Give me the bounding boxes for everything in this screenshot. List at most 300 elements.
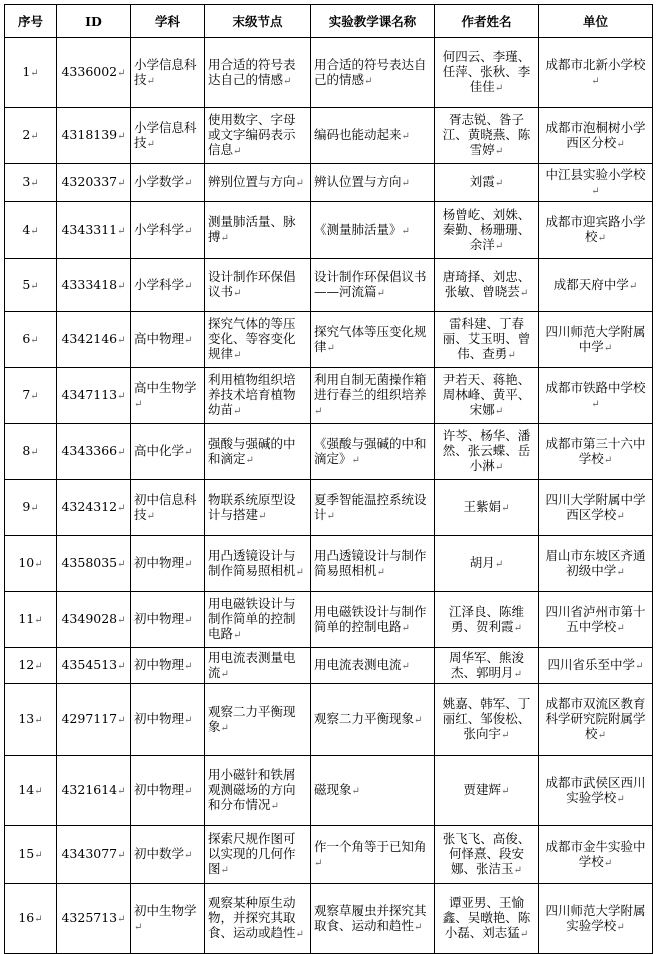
cell-unit-text: 眉山市东坡区齐通初级中学 [545,547,646,578]
paragraph-mark-icon: ↵ [30,68,39,79]
cell-authors [435,756,539,826]
cell-unit-text: 四川大学附属中学西区学校 [545,491,646,522]
cell-no-text: 10 [18,555,35,570]
paragraph-mark-icon: ↵ [220,722,229,734]
cell-authors [435,38,539,108]
cell-subject [131,826,205,884]
cell-unit [539,480,653,536]
paragraph-mark-icon: ↵ [220,233,229,244]
paragraph-mark-icon: ↵ [184,559,193,570]
cell-authors [435,164,539,202]
cell-unit-text: 成都市双流区教育科学研究院附属学校 [545,696,646,741]
paragraph-mark-icon: ↵ [34,661,43,672]
cell-authors [435,536,539,592]
cell-authors [435,826,539,884]
cell-id-text: 4320337 [61,174,118,189]
cell-subject [131,756,205,826]
paragraph-mark-icon: ↵ [494,178,504,189]
paragraph-mark-icon: ↵ [184,786,193,797]
cell-authors-text: 胡月 [469,555,495,570]
cell-node-text: 物联系统原型设计与搭建 [208,491,296,522]
paragraph-mark-icon: ↵ [283,75,292,87]
cell-subject-text: 小学科学 [134,276,185,292]
cell-subject [131,108,205,164]
cell-unit [539,826,653,884]
paragraph-mark-icon: ↵ [30,503,39,514]
paragraph-mark-icon: ↵ [117,850,126,861]
paragraph-mark-icon: ↵ [351,786,360,797]
paragraph-mark-icon: ↵ [146,75,155,87]
cell-unit-text: 成都市第三十六中学校 [545,435,646,466]
cell-node-text: 用电流表测量电流 [208,649,296,680]
cell-node [205,202,311,259]
paragraph-mark-icon: ↵ [401,131,410,142]
paragraph-mark-icon: ↵ [616,622,625,634]
paragraph-mark-icon: ↵ [184,661,193,672]
cell-id [57,312,131,368]
cell-subject [131,684,205,756]
paragraph-mark-icon: ↵ [616,138,625,150]
cell-unit [539,684,653,756]
paragraph-mark-icon: ↵ [117,335,126,346]
paragraph-mark-icon: ↵ [184,615,193,626]
paragraph-mark-icon: ↵ [295,566,304,578]
paragraph-mark-icon: ↵ [30,131,39,142]
paragraph-mark-icon: ↵ [30,335,39,346]
paragraph-mark-icon: ↵ [494,406,504,417]
table-row [5,592,653,648]
cell-id [57,38,131,108]
cell-unit [539,108,653,164]
cell-authors [435,202,539,259]
cell-subject-text: 初中物理 [134,711,185,726]
cell-node [205,536,311,592]
cell-unit-text: 中江县实验小学校 [545,166,646,182]
paragraph-mark-icon: ↵ [401,178,410,189]
cell-course [311,480,435,536]
cell-node [205,826,311,884]
cell-unit [539,259,653,312]
paragraph-mark-icon: ↵ [117,914,126,925]
cell-unit-text: 成都市泡桐树小学西区分校 [545,119,646,150]
cell-course [311,312,435,368]
cell-id [57,259,131,312]
paragraph-mark-icon: ↵ [414,715,423,726]
cell-subject [131,368,205,424]
cell-no [5,826,57,884]
cell-subject-text: 高中化学 [134,443,185,458]
cell-unit [539,164,653,202]
paragraph-mark-icon: ↵ [34,786,43,797]
paragraph-mark-icon: ↵ [314,406,323,417]
cell-course-text: 用电磁铁设计与制作简单的控制电路 [314,603,427,634]
cell-id [57,684,131,756]
paragraph-mark-icon: ↵ [34,850,43,861]
cell-node [205,592,311,648]
paragraph-mark-icon: ↵ [326,342,335,354]
cell-subject [131,592,205,648]
cell-node [205,884,311,954]
paragraph-mark-icon: ↵ [233,630,242,641]
cell-id-text: 4321614 [61,782,118,797]
paragraph-mark-icon: ↵ [616,566,625,578]
cell-course [311,368,435,424]
cell-id-text: 4343366 [61,443,118,458]
cell-id [57,826,131,884]
paragraph-mark-icon: ↵ [134,921,143,933]
cell-authors-text: 谭亚男、王愉鑫、吴暾艳、陈小磊、刘志猛 [442,895,531,940]
cell-authors [435,684,539,756]
table-row [5,164,653,202]
cell-authors [435,648,539,684]
cell-node [205,424,311,480]
cell-node-text: 探究气体的等压变化、等容变化规律 [208,316,296,361]
paragraph-mark-icon: ↵ [117,280,126,292]
cell-subject [131,480,205,536]
paragraph-mark-icon: ↵ [597,233,606,244]
paragraph-mark-icon: ↵ [519,288,529,299]
paragraph-mark-icon: ↵ [326,510,335,522]
cell-unit-text: 成都市北新小学校 [545,56,646,72]
cell-id-text: 4336002 [61,64,118,79]
paragraph-mark-icon: ↵ [603,342,613,354]
cell-subject [131,312,205,368]
paragraph-mark-icon: ↵ [364,75,373,87]
paragraph-mark-icon: ↵ [117,715,126,726]
cell-authors-text: 胥志锐、昝子江、黄晓燕、陈雪婷 [442,112,531,157]
cell-no [5,684,57,756]
paragraph-mark-icon: ↵ [494,146,504,157]
cell-no-text: 1 [22,64,31,79]
cell-id [57,202,131,259]
cell-course [311,164,435,202]
cell-id-text: 4324312 [61,499,118,514]
cell-course [311,684,435,756]
paragraph-mark-icon: ↵ [30,225,39,237]
table-row [5,202,653,259]
cell-authors-text: 唐琦择、刘忠、张敏、曾晓芸 [442,269,531,299]
cell-unit-text: 成都市迎宾路小学校 [545,214,646,244]
cell-subject-text: 小学科学 [134,221,185,237]
cell-unit [539,536,653,592]
cell-course-text: 夏季智能温控系统设计 [314,491,427,522]
paragraph-mark-icon: ↵ [117,131,126,142]
results-table [4,4,653,954]
cell-no [5,259,57,312]
table-row [5,368,653,424]
cell-node-text: 辨别位置与方向 [208,174,296,189]
cell-no [5,536,57,592]
cell-no [5,648,57,684]
cell-unit [539,368,653,424]
paragraph-mark-icon: ↵ [233,146,242,157]
cell-subject-text: 小学数学 [134,174,185,189]
paragraph-mark-icon: ↵ [295,929,304,940]
cell-course [311,424,435,480]
paragraph-mark-icon: ↵ [635,661,644,672]
paragraph-mark-icon: ↵ [184,850,193,861]
table-row [5,536,653,592]
cell-id-text: 4318139 [61,127,118,142]
col-header-unit: 单位 [539,5,653,38]
cell-node-text: 测量肺活量、脉搏 [208,214,296,244]
cell-course [311,826,435,884]
cell-authors-text: 贾建辉 [463,782,502,797]
cell-id-text: 4343077 [61,846,118,861]
cell-course-text: 观察草履虫并探究其取食、运动和趋性 [314,902,427,933]
table-row [5,312,653,368]
paragraph-mark-icon: ↵ [401,622,410,634]
cell-authors-text: 雷科建、丁春丽、艾玉明、曾伟、查勇 [442,316,531,361]
table-row [5,756,653,826]
cell-id [57,592,131,648]
cell-unit [539,38,653,108]
cell-authors-text: 江泽良、陈维勇、贺利霞 [448,603,524,634]
paragraph-mark-icon: ↵ [117,391,126,402]
paragraph-mark-icon: ↵ [184,715,193,726]
cell-subject-text: 初中生物学 [134,902,197,918]
cell-id [57,536,131,592]
cell-course-text: 磁现象 [314,782,352,797]
cell-unit [539,648,653,684]
cell-no [5,884,57,954]
paragraph-mark-icon: ↵ [117,503,126,514]
table-row [5,259,653,312]
cell-subject-text: 初中物理 [134,657,185,672]
cell-course-text: 用电流表测电流 [314,657,402,672]
cell-id [57,108,131,164]
table-row [5,684,653,756]
table-row [5,108,653,164]
paragraph-mark-icon: ↵ [494,462,504,473]
paragraph-mark-icon: ↵ [220,865,229,876]
table-row [5,648,653,684]
cell-subject [131,202,205,259]
cell-id [57,424,131,480]
cell-authors-text: 周华军、熊浚杰、郭明月 [448,649,524,680]
cell-id-text: 4349028 [61,611,118,626]
paragraph-mark-icon: ↵ [117,661,126,672]
cell-course-text: 用合适的符号表达自己的情感 [314,56,427,87]
cell-no [5,756,57,826]
cell-unit [539,202,653,259]
cell-id-text: 4354513 [61,657,118,672]
paragraph-mark-icon: ↵ [30,280,39,292]
paragraph-mark-icon: ↵ [184,335,193,346]
cell-node-text: 观察某种原生动物，并探究其取食、运动或趋性 [208,895,296,940]
paragraph-mark-icon: ↵ [117,178,126,189]
cell-node [205,312,311,368]
cell-no-text: 4 [22,221,31,237]
col-header-id: ID [57,5,131,38]
paragraph-mark-icon: ↵ [376,566,385,578]
table-row [5,38,653,108]
paragraph-mark-icon: ↵ [351,454,360,466]
paragraph-mark-icon: ↵ [501,786,510,797]
paragraph-mark-icon: ↵ [117,786,126,797]
cell-course-text: 用凸透镜设计与制作简易照相机 [314,547,427,578]
cell-no [5,108,57,164]
cell-no [5,592,57,648]
paragraph-mark-icon: ↵ [117,615,126,626]
paragraph-mark-icon: ↵ [233,288,242,299]
cell-course [311,202,435,259]
cell-no-text: 3 [22,174,31,189]
paragraph-mark-icon: ↵ [603,857,613,869]
cell-id [57,648,131,684]
cell-course [311,38,435,108]
paragraph-mark-icon: ↵ [628,280,638,292]
cell-subject [131,884,205,954]
cell-course-text: 设计制作环保倡议书——河流篇 [314,269,427,299]
paragraph-mark-icon: ↵ [134,398,143,410]
paragraph-mark-icon: ↵ [616,921,625,933]
cell-node-text: 探索尺规作图可以实现的几何作图 [208,831,296,876]
cell-no-text: 8 [22,443,31,458]
paragraph-mark-icon: ↵ [34,715,43,726]
paragraph-mark-icon: ↵ [295,178,304,189]
paragraph-mark-icon: ↵ [34,615,43,626]
cell-no-text: 12 [18,657,35,672]
cell-authors [435,592,539,648]
paragraph-mark-icon: ↵ [30,391,39,402]
cell-node [205,684,311,756]
cell-node [205,756,311,826]
cell-unit-text: 四川师范大学附属中学 [545,323,646,354]
cell-subject [131,648,205,684]
cell-no-text: 5 [22,276,31,292]
cell-id-text: 4333418 [61,276,118,292]
cell-authors [435,259,539,312]
cell-course [311,108,435,164]
paragraph-mark-icon: ↵ [146,138,155,150]
paragraph-mark-icon: ↵ [30,178,39,189]
cell-authors [435,424,539,480]
cell-no-text: 11 [18,611,35,626]
cell-node-text: 用合适的符号表达自己的情感 [208,56,296,87]
cell-id-text: 4325713 [61,910,118,925]
cell-node-text: 强酸与强碱的中和滴定 [208,435,296,466]
paragraph-mark-icon: ↵ [184,280,193,292]
table-row [5,826,653,884]
cell-authors-text: 刘霞 [469,174,495,189]
col-header-no: 序号 [5,5,57,38]
paragraph-mark-icon: ↵ [258,510,267,522]
cell-node [205,480,311,536]
cell-no-text: 9 [22,499,31,514]
paragraph-mark-icon: ↵ [117,68,126,79]
cell-subject-text: 初中物理 [134,782,185,797]
paragraph-mark-icon: ↵ [519,929,529,940]
cell-unit-text: 四川省乐至中学 [547,657,636,672]
cell-unit-text: 成都市铁路中学校 [545,379,646,395]
col-header-course: 实验教学课名称 [311,5,435,38]
cell-course [311,592,435,648]
cell-no-text: 7 [22,387,31,402]
paragraph-mark-icon: ↵ [507,350,516,361]
cell-no-text: 13 [18,711,35,726]
cell-unit-text: 成都市金牛实验中学校 [545,838,646,869]
cell-course [311,756,435,826]
cell-no-text: 6 [22,331,31,346]
cell-unit [539,756,653,826]
paragraph-mark-icon: ↵ [616,510,625,522]
cell-node [205,38,311,108]
paragraph-mark-icon: ↵ [494,559,504,570]
cell-subject-text: 高中生物学 [134,379,197,395]
header-row [5,5,653,38]
cell-authors-text: 姚嘉、韩军、丁丽红、邹俊松、张向宇 [442,696,531,741]
paragraph-mark-icon: ↵ [34,914,43,925]
cell-node-text: 观察二力平衡现象 [208,703,296,734]
paragraph-mark-icon: ↵ [494,83,504,94]
table-row [5,884,653,954]
cell-no [5,368,57,424]
cell-node [205,648,311,684]
cell-id-text: 4342146 [61,331,118,346]
cell-authors-text: 许芩、杨华、潘然、张云蝶、岳小淋 [442,428,531,473]
cell-course-text: 《测量肺活量》 [314,221,402,237]
cell-subject-text: 初中物理 [134,555,185,570]
cell-authors-text: 张飞飞、高俊、何怿熹、段安娜、张洁玉 [442,831,531,876]
cell-no-text: 14 [18,782,35,797]
paragraph-mark-icon: ↵ [117,447,126,458]
cell-subject-text: 高中物理 [134,331,185,346]
cell-unit-text: 成都市武侯区西川实验学校 [545,774,646,805]
cell-id-text: 4358035 [61,555,118,570]
col-header-node: 末级节点 [205,5,311,38]
cell-authors-text: 杨曾屹、刘姝、秦勤、杨珊珊、余洋 [442,206,531,252]
cell-unit [539,884,653,954]
cell-unit-text: 四川省泸州市第十五中学校 [545,603,646,634]
cell-course [311,648,435,684]
cell-node [205,108,311,164]
paragraph-mark-icon: ↵ [591,185,600,197]
paragraph-mark-icon: ↵ [233,350,242,361]
cell-course-text: 《强酸与强碱的中和滴定》 [314,435,427,466]
cell-node [205,164,311,202]
cell-id-text: 4343311 [61,221,118,237]
cell-node [205,368,311,424]
cell-authors [435,480,539,536]
paragraph-mark-icon: ↵ [591,75,600,87]
cell-subject-text: 初中信息科技 [134,491,197,522]
cell-id [57,480,131,536]
paragraph-mark-icon: ↵ [146,510,155,522]
cell-id [57,756,131,826]
cell-no [5,480,57,536]
cell-node-text: 利用植物组织培养技术培育植物幼苗 [208,372,296,417]
cell-unit-text: 成都天府中学 [553,276,629,292]
paragraph-mark-icon: ↵ [597,730,606,741]
paragraph-mark-icon: ↵ [501,730,510,741]
cell-course-text: 编码也能动起来 [314,127,402,142]
paragraph-mark-icon: ↵ [184,178,193,189]
paragraph-mark-icon: ↵ [603,454,613,466]
paragraph-mark-icon: ↵ [513,622,522,634]
paragraph-mark-icon: ↵ [501,503,510,514]
cell-no [5,38,57,108]
cell-node-text: 使用数字、字母或文字编码表示信息 [208,112,296,157]
col-header-subject: 学科 [131,5,205,38]
cell-id [57,164,131,202]
paragraph-mark-icon: ↵ [30,447,39,458]
cell-id-text: 4347113 [61,387,118,402]
cell-no-text: 2 [22,127,31,142]
cell-subject-text: 初中物理 [134,611,185,626]
paragraph-mark-icon: ↵ [494,240,504,252]
paragraph-mark-icon: ↵ [414,921,423,933]
